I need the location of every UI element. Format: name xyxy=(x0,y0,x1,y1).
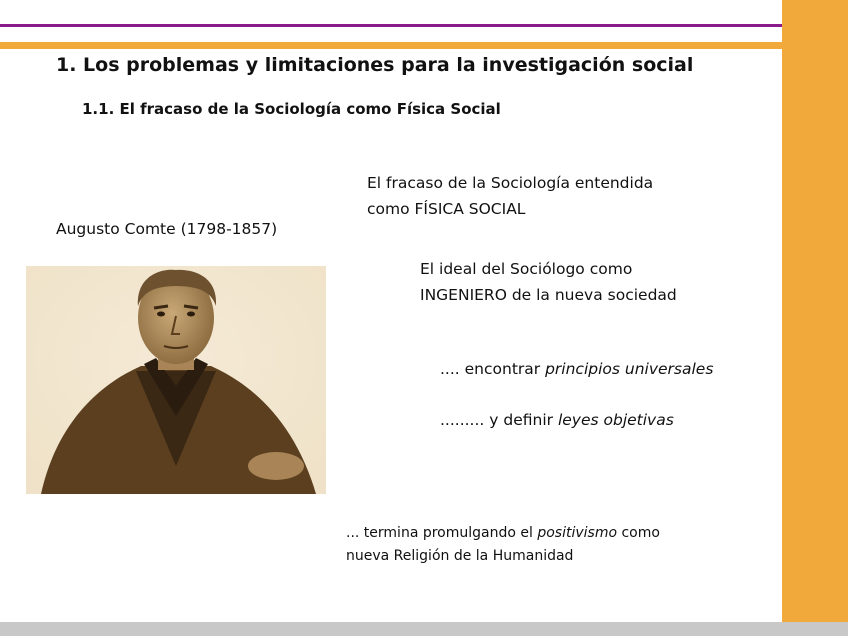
ideal-line-2: INGENIERO de la nueva sociedad xyxy=(420,286,677,304)
failure-line-2: como FÍSICA SOCIAL xyxy=(367,200,526,218)
closing-statement xyxy=(346,522,660,568)
principles-statement xyxy=(440,356,713,382)
closing-emphasis: positivismo xyxy=(537,525,618,541)
principles-emphasis: principios universales xyxy=(545,360,714,378)
right-accent-band xyxy=(782,0,848,622)
portrait-image xyxy=(26,266,326,494)
laws-emphasis: leyes objetivas xyxy=(557,411,674,429)
principles-prefix: .... encontrar xyxy=(440,360,546,378)
bottom-band xyxy=(0,622,848,636)
closing-prefix: ... termina promulgando el xyxy=(346,525,538,541)
purple-rule xyxy=(0,24,782,27)
failure-line-1: El fracaso de la Sociología entendida xyxy=(367,174,654,192)
closing-line-2: nueva Religión de la Humanidad xyxy=(346,548,574,564)
failure-statement xyxy=(367,170,653,222)
slide-subtitle: 1.1. El fracaso de la Sociología como Física Social xyxy=(82,100,501,118)
closing-suffix: como xyxy=(617,525,660,541)
closing-line-1 xyxy=(346,522,660,545)
laws-statement xyxy=(440,407,674,433)
portrait-caption: Augusto Comte (1798-1857) xyxy=(56,220,278,238)
orange-rule xyxy=(0,42,782,49)
ideal-statement xyxy=(420,256,677,308)
slide-title: 1. Los problemas y limitaciones para la investigación social xyxy=(56,54,694,76)
laws-prefix: ......... y definir xyxy=(440,411,558,429)
ideal-line-1: El ideal del Sociólogo como xyxy=(420,260,633,278)
